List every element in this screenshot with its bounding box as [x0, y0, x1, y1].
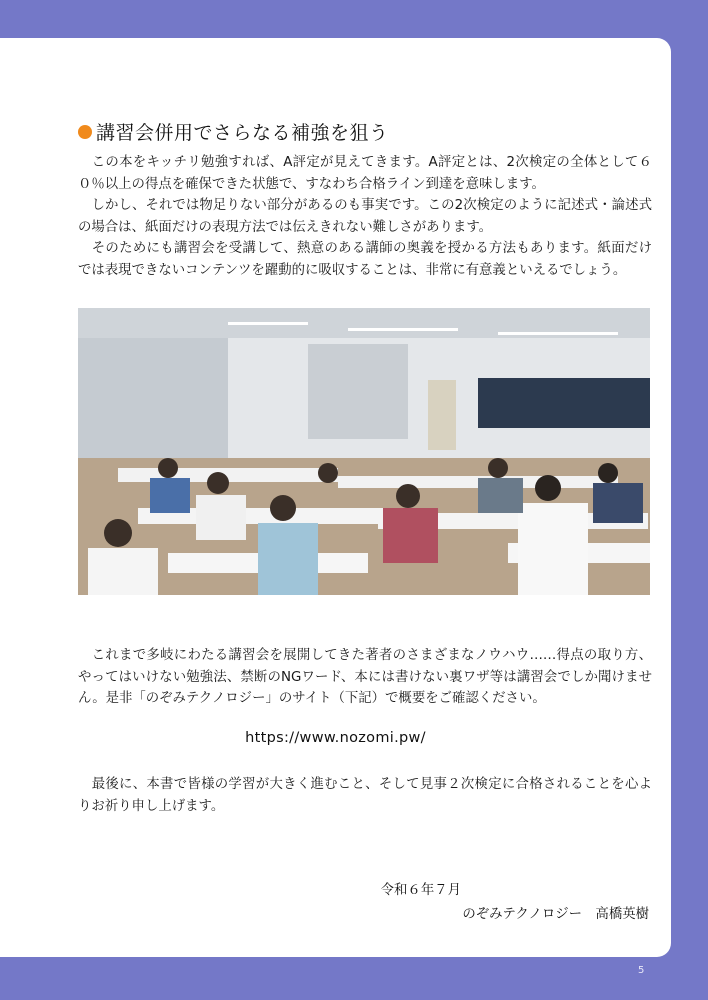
section-heading	[78, 118, 389, 145]
closing-paragraph: 最後に、本書で皆様の学習が大きく進むこと、そして見事２次検定に合格されることを心よりお祈り申し上げます。	[78, 777, 653, 814]
heading-text: 講習会併用でさらなる補強を狙う	[96, 122, 389, 144]
page-number: 5	[638, 965, 645, 976]
page	[0, 38, 671, 957]
date: 令和６年７月	[380, 883, 461, 898]
seminar-photo	[78, 308, 650, 595]
intro-line-1: この本をキッチリ勉強すれば、A評定が見えてきます。A評定とは、2次検定の全体として６０％以上の得点を確保できた状態で、すなわち合格ライン到達を意味します。	[78, 155, 653, 192]
intro-line-2: しかし、それでは物足りない部分があるのも事実です。この2次検定のように記述式・論述式の場合は、紙面だけの表現方法では伝えきれない難しさがあります。	[78, 198, 653, 235]
seminar-paragraph: これまで多岐にわたる講習会を展開してきた著者のさまざまなノウハウ……得点の取り方、やってはいけない勉強法、禁断のNGワード、本には書けない裏ワザ等は講習会でしか聞けません。是非「のぞみテクノロジー」のサイト（下記）で概要をご確認ください。	[78, 648, 653, 706]
intro-line-3: そのためにも講習会を受講して、熱意のある講師の奥義を授かる方法もあります。紙面だけでは表現できないコンテンツを躍動的に吸収することは、非常に有意義といえるでしょう。	[78, 241, 652, 278]
website-url[interactable]: https://www.nozomi.pw/	[245, 730, 426, 746]
author: のぞみテクノロジー 高橋英樹	[462, 907, 649, 922]
intro-paragraphs	[78, 152, 652, 281]
orange-bullet-icon	[78, 125, 92, 139]
